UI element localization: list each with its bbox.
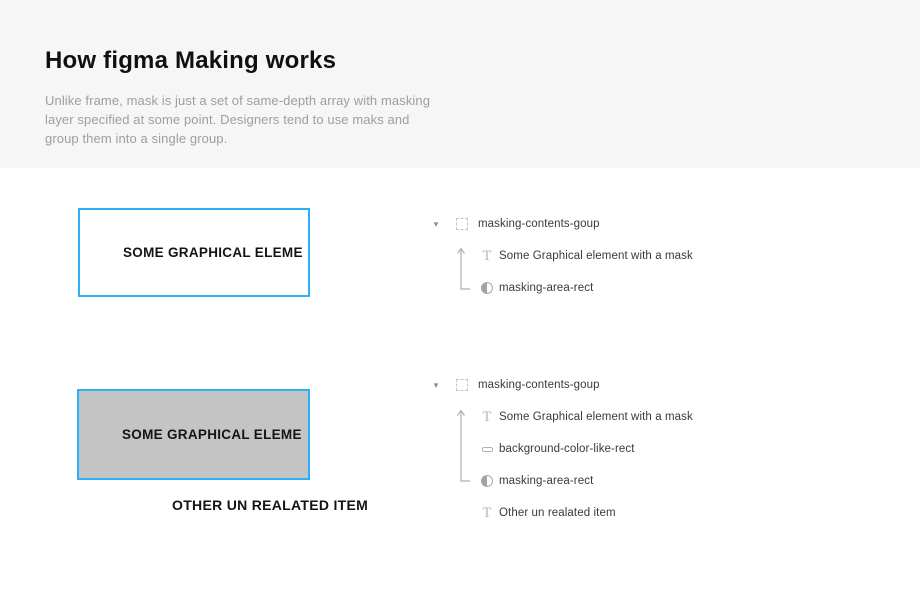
tree-row-mask-layer: [430, 272, 740, 304]
layer-label: masking-area-rect: [499, 282, 594, 294]
masked-rect-text: SOME GRAPHICAL ELEME: [123, 245, 303, 260]
tree-row-text-layer: [430, 240, 740, 272]
group-dashed-icon: [456, 218, 468, 230]
rect-layer-icon: [480, 433, 494, 465]
masked-rect-example-2: [77, 389, 310, 480]
tree-row-text-layer: [430, 401, 740, 433]
tree-row-mask-layer: [430, 465, 740, 497]
layer-label: Some Graphical element with a mask: [499, 411, 693, 423]
caret-down-icon: ▾: [433, 379, 439, 390]
tree-row-unrelated-text-layer: [430, 497, 740, 529]
masked-rect-text: SOME GRAPHICAL ELEME: [122, 427, 302, 442]
layer-label: masking-area-rect: [499, 475, 594, 487]
layer-tree-1: [430, 208, 740, 304]
page-title: How figma Making works: [45, 47, 337, 74]
tree-row-group: [430, 208, 740, 240]
layer-tree-2: [430, 369, 740, 529]
layer-label: Other un realated item: [499, 507, 616, 519]
layer-label: masking-contents-goup: [478, 379, 600, 391]
header-band: [0, 0, 920, 168]
text-layer-icon: T: [482, 409, 492, 425]
layer-label: Some Graphical element with a mask: [499, 250, 693, 262]
group-dashed-icon: [456, 379, 468, 391]
page-description: Unlike frame, mask is just a set of same-depth array with masking layer specified at some point. Designers tend to use maks and group them into a single group.: [45, 93, 431, 146]
text-layer-icon: T: [482, 248, 492, 264]
caret-down-icon: ▾: [433, 218, 439, 229]
mask-icon: [480, 272, 494, 304]
unrelated-item-text: OTHER UN REALATED ITEM: [172, 497, 369, 513]
masked-rect-example-1: [78, 208, 310, 297]
text-layer-icon: T: [482, 505, 492, 521]
layer-label: masking-contents-goup: [478, 218, 600, 230]
mask-icon: [480, 465, 494, 497]
layer-label: background-color-like-rect: [499, 443, 635, 455]
tree-row-group: [430, 369, 740, 401]
tree-row-rect-layer: [430, 433, 740, 465]
